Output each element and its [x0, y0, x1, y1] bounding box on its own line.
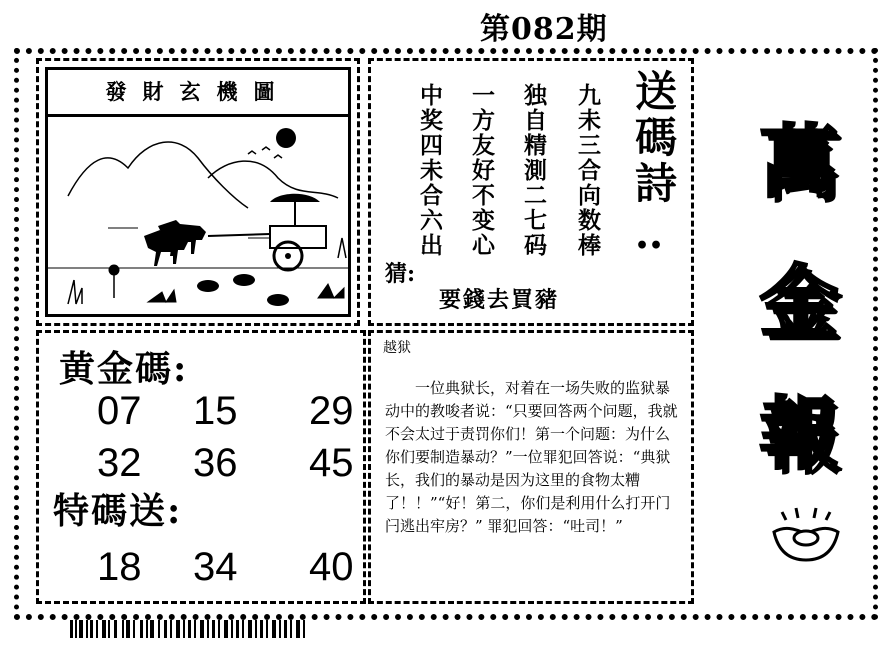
gold-number: 36	[193, 441, 238, 485]
birds-icon	[248, 147, 282, 158]
carriage-icon	[208, 194, 326, 270]
mountain-icon	[68, 142, 248, 208]
joke-panel	[368, 330, 694, 604]
gold-number: 32	[97, 441, 142, 485]
picture-frame	[45, 67, 351, 317]
picture-title: 發財玄機圖	[48, 70, 348, 117]
guess-label: 猜:	[385, 261, 416, 287]
poem-line: 中奖四未合六出	[416, 83, 443, 258]
barcode-strip	[70, 618, 310, 640]
horses-icon	[144, 220, 206, 266]
brand-char: 報	[760, 389, 839, 480]
gold-numbers-label: 黄金碼:	[59, 348, 189, 390]
poem-panel	[368, 58, 694, 326]
joke-body: 一位典狱长，对着在一场失败的监狱暴动中的教唆者说：“只要回答两个问题，我就不会太过于责罚你们！第一个问题：为什么你们要制造暴动？”一位罪犯回答说：“典狱长，我们的暴动是因为这里的食物太糟了！！”“好！第二，你们是利用什么打开门闩逃出牢房？” 罪犯回答：“吐司！”	[385, 379, 678, 535]
stone-icon	[197, 274, 289, 306]
gold-number: 29	[309, 389, 354, 433]
brand-char: 金	[760, 257, 839, 348]
picture-panel	[36, 58, 360, 326]
gold-number: 45	[309, 441, 354, 485]
carriage-illustration	[48, 118, 348, 317]
special-numbers-label: 特碼送:	[53, 490, 183, 532]
gold-ingot-icon	[770, 506, 842, 566]
guess-text: 要錢去買豬	[439, 287, 560, 313]
gold-number: 07	[97, 389, 142, 433]
issue-number: 第082期	[480, 12, 608, 47]
special-number: 40	[309, 545, 354, 589]
special-number: 34	[193, 545, 238, 589]
gold-number: 15	[193, 389, 238, 433]
poem-line: 九未三合向数棒	[574, 83, 601, 258]
brand-char: 萬	[760, 117, 839, 208]
poem-title: 送碼詩	[629, 69, 678, 207]
poem-line: 一方友好不变心	[468, 83, 495, 258]
poem-colon: ••	[635, 233, 664, 259]
sun-icon	[276, 128, 296, 148]
special-number: 18	[97, 545, 142, 589]
poem-line: 独自精測二七码	[520, 83, 547, 258]
numbers-panel	[36, 330, 366, 604]
joke-title: 越狱	[383, 340, 411, 356]
